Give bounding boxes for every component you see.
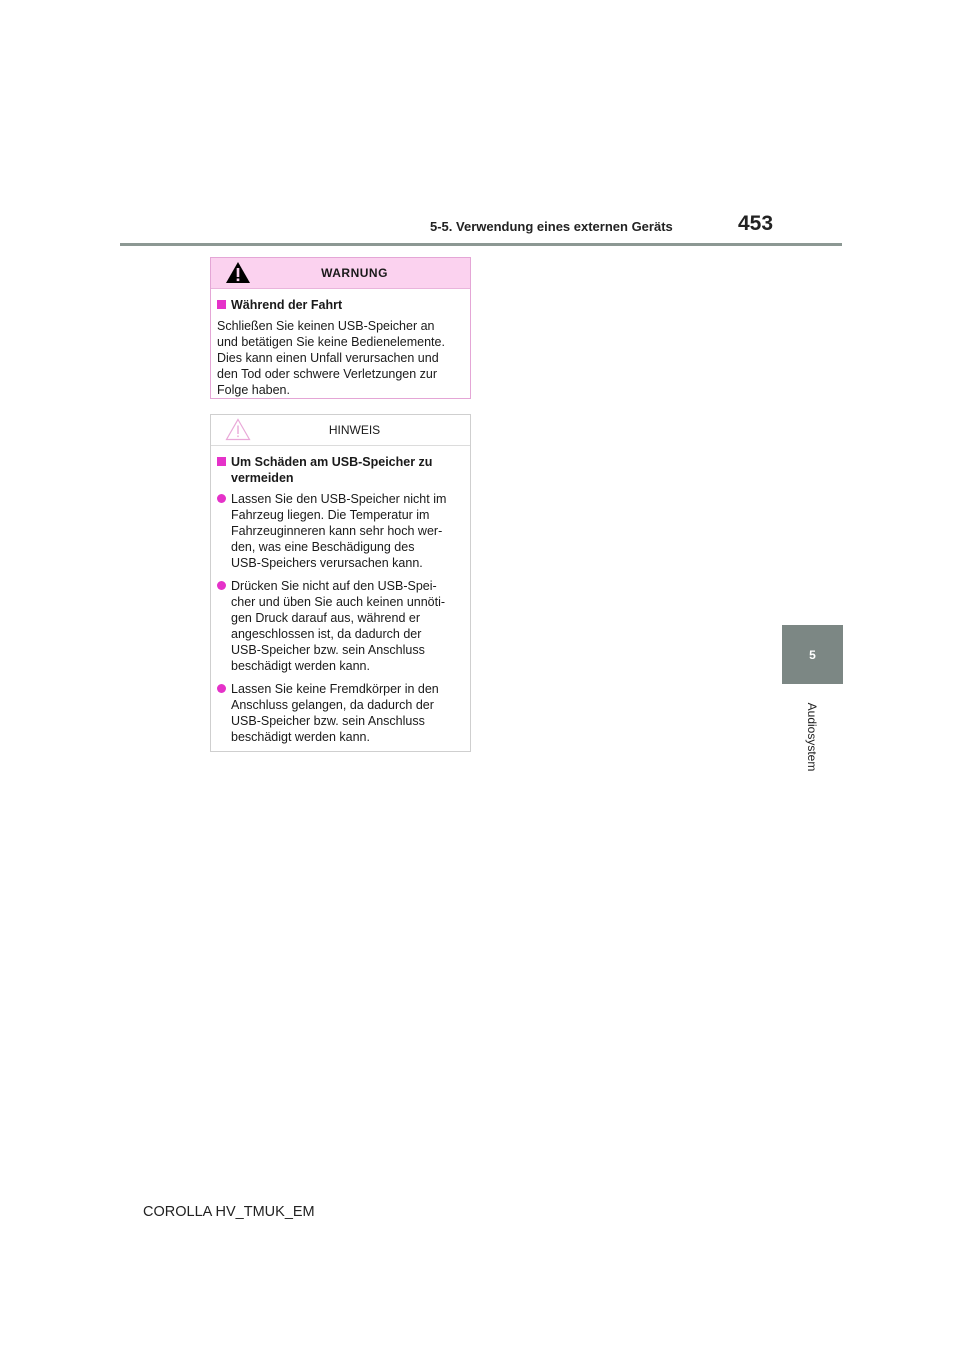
notice-section-title-text [231,454,432,486]
notice-section-title [217,454,464,486]
item-line: Fahrzeuginneren kann sehr hoch wer- [231,524,443,538]
header-rule [120,243,842,246]
warning-box [210,257,471,399]
warning-line: Dies kann einen Unfall verursachen und [217,351,439,365]
warning-section-title [217,297,464,313]
list-item-text [231,491,464,571]
footer-model-code: COROLLA HV_TMUK_EM [143,1204,315,1220]
warning-paragraph [217,318,464,398]
dot-bullet-icon [217,581,226,590]
warning-line: Schließen Sie keinen USB-Speicher an [217,319,435,333]
item-line: Lassen Sie keine Fremdkörper in den [231,682,439,696]
notice-title-line: Um Schäden am USB-Speicher zu [231,455,433,469]
warning-box-header [211,258,470,289]
list-item [217,491,464,571]
item-line: Anschluss gelangen, da dadurch der [231,698,434,712]
list-item [217,681,464,745]
warning-line: den Tod oder schwere Verletzungen zur [217,367,438,381]
page-number: 453 [738,212,774,235]
chapter-number: 5 [809,647,816,662]
item-line: USB-Speicher bzw. sein Anschluss [231,643,425,657]
list-item-text [231,578,464,674]
page-header-title: 5-5. Verwendung eines externen Geräts [430,219,673,234]
list-item [217,578,464,674]
dot-bullet-icon [217,494,226,503]
warning-line: und betätigen Sie keine Bedienelemente. [217,335,445,349]
notice-box [210,414,471,752]
item-line: Fahrzeug liegen. Die Temperatur im [231,508,430,522]
item-line: gen Druck darauf aus, während er [231,611,420,625]
warning-box-title: WARNUNG [321,266,388,280]
item-line: angeschlossen ist, da dadurch der [231,627,422,641]
square-bullet-icon [217,457,226,466]
square-bullet-icon [217,300,226,309]
warning-triangle-icon [225,261,251,284]
item-line: cher und üben Sie auch keinen unnöti- [231,595,446,609]
item-line: den, was eine Beschädigung des [231,540,415,554]
notice-box-header [211,415,470,446]
item-line: USB-Speicher bzw. sein Anschluss [231,714,425,728]
notice-box-title: HINWEIS [328,423,381,437]
dot-bullet-icon [217,684,226,693]
item-line: beschädigt werden kann. [231,659,370,673]
item-line: Lassen Sie den USB-Speicher nicht im [231,492,447,506]
item-line: Drücken Sie nicht auf den USB-Spei- [231,579,437,593]
chapter-tab [782,625,843,684]
chapter-label: Audiosystem [805,702,819,772]
notice-title-line: vermeiden [231,471,294,485]
item-line: beschädigt werden kann. [231,730,370,744]
item-line: USB-Speichers verursachen kann. [231,556,423,570]
warning-section-title-text: Während der Fahrt [231,298,343,312]
caution-triangle-icon [225,418,251,441]
warning-line: Folge haben. [217,383,290,397]
list-item-text [231,681,464,745]
